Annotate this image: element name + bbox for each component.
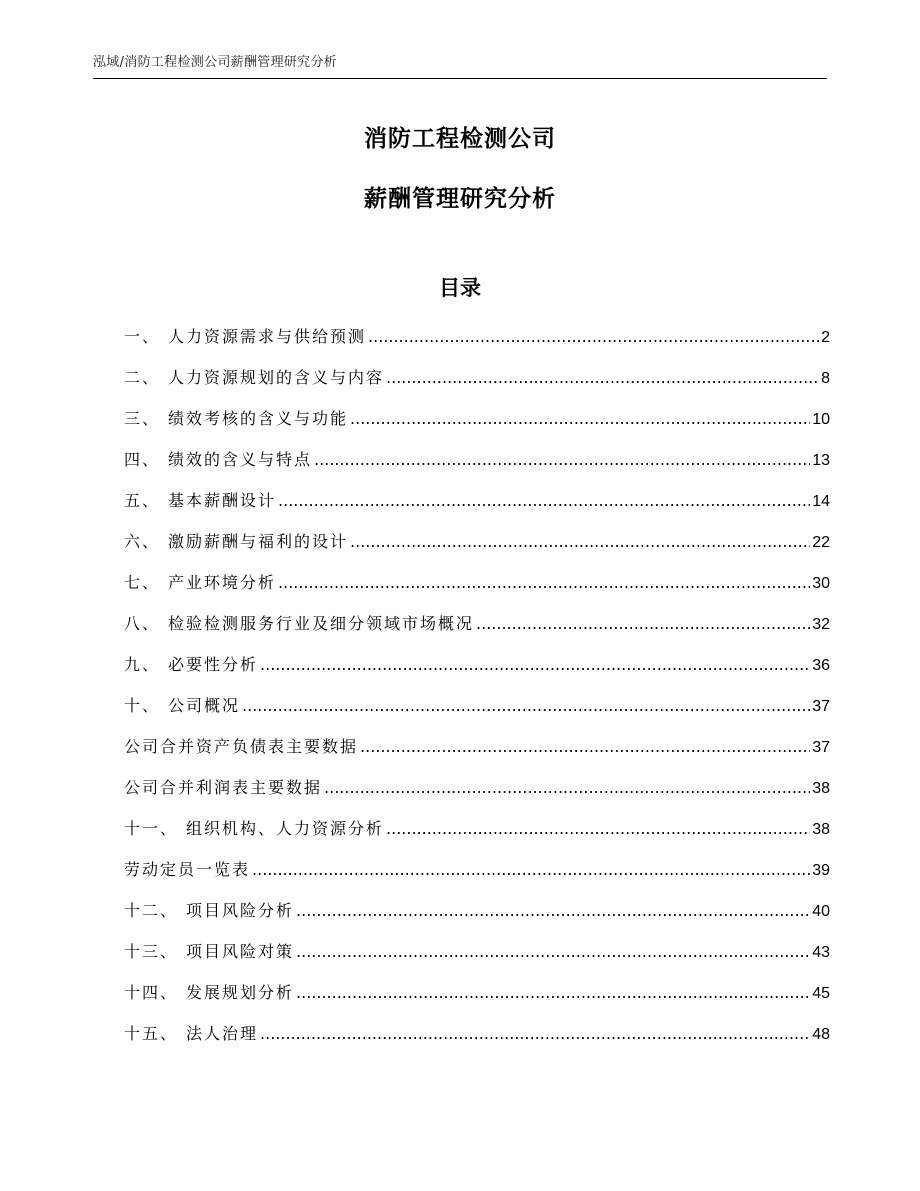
toc-entry[interactable]	[124, 488, 830, 529]
toc-entry-page: 14	[812, 493, 830, 510]
toc-entry-title: 绩效考核的含义与功能	[168, 409, 349, 428]
toc-entry-number: 六、	[124, 532, 161, 551]
toc-leader-dots	[296, 980, 810, 1006]
toc-entry[interactable]	[124, 652, 830, 693]
toc-entry-title: 劳动定员一览表	[124, 860, 251, 879]
toc-entry-number: 三、	[124, 409, 161, 428]
toc-entry-number: 十一、	[124, 819, 179, 838]
document-title-line-2: 薪酬管理研究分析	[364, 186, 556, 212]
toc-entry-title: 法人治理	[186, 1024, 259, 1043]
toc-leader-dots	[260, 1021, 810, 1047]
toc-entry-page: 2	[821, 329, 830, 346]
toc-entry-number: 五、	[124, 491, 161, 510]
toc-entry-page: 38	[812, 821, 830, 838]
toc-entry-page: 40	[812, 903, 830, 920]
toc-entry-number: 十、	[124, 696, 161, 715]
toc-entry-title: 检验检测服务行业及细分领域市场概况	[168, 614, 475, 633]
toc-heading: 目录	[439, 276, 481, 300]
toc-entry-page: 37	[812, 698, 830, 715]
toc-entry[interactable]	[124, 406, 830, 447]
toc-entry[interactable]	[124, 816, 830, 857]
toc-entry-number: 四、	[124, 450, 161, 469]
table-of-contents	[124, 324, 830, 1062]
document-title-line-1: 消防工程检测公司	[364, 126, 556, 152]
toc-entry-number: 十三、	[124, 942, 179, 961]
toc-leader-dots	[350, 529, 810, 555]
toc-entry-page: 48	[812, 1026, 830, 1043]
toc-entry-number: 二、	[124, 368, 161, 387]
toc-entry[interactable]	[124, 447, 830, 488]
toc-leader-dots	[360, 734, 810, 760]
toc-entry[interactable]	[124, 324, 830, 365]
toc-leader-dots	[242, 693, 810, 719]
toc-entry[interactable]	[124, 611, 830, 652]
toc-entry[interactable]	[124, 980, 830, 1021]
toc-entry-page: 45	[812, 985, 830, 1002]
toc-leader-dots	[324, 775, 810, 801]
toc-entry-title: 人力资源规划的含义与内容	[168, 368, 385, 387]
toc-entry-page: 30	[812, 575, 830, 592]
toc-leader-dots	[476, 611, 810, 637]
toc-leader-dots	[252, 857, 810, 883]
toc-leader-dots	[386, 816, 810, 842]
toc-entry[interactable]	[124, 898, 830, 939]
toc-entry-title: 公司合并资产负债表主要数据	[124, 737, 359, 756]
running-header-text: 泓域/消防工程检测公司薪酬管理研究分析	[93, 55, 338, 70]
toc-entry-page: 38	[812, 780, 830, 797]
toc-entry-title: 发展规划分析	[186, 983, 295, 1002]
toc-entry-page: 22	[812, 534, 830, 551]
toc-entry-title: 必要性分析	[168, 655, 259, 674]
toc-entry-title: 项目风险对策	[186, 942, 295, 961]
toc-entry-number: 十五、	[124, 1024, 179, 1043]
toc-entry-page: 39	[812, 862, 830, 879]
toc-entry[interactable]	[124, 570, 830, 611]
toc-entry-number: 十二、	[124, 901, 179, 920]
toc-entry-page: 10	[812, 411, 830, 428]
toc-entry-number: 七、	[124, 573, 161, 592]
toc-entry-page: 37	[812, 739, 830, 756]
toc-entry-title: 公司合并利润表主要数据	[124, 778, 323, 797]
toc-entry-number: 十四、	[124, 983, 179, 1002]
toc-entry-number: 一、	[124, 327, 161, 346]
toc-leader-dots	[296, 939, 810, 965]
toc-leader-dots	[278, 570, 810, 596]
toc-entry-title: 项目风险分析	[186, 901, 295, 920]
toc-leader-dots	[368, 324, 819, 350]
toc-entry[interactable]	[124, 775, 830, 816]
toc-entry-number: 八、	[124, 614, 161, 633]
toc-leader-dots	[296, 898, 810, 924]
toc-entry-title: 基本薪酬设计	[168, 491, 277, 510]
toc-entry-page: 36	[812, 657, 830, 674]
toc-leader-dots	[260, 652, 810, 678]
toc-entry[interactable]	[124, 1021, 830, 1062]
toc-entry[interactable]	[124, 693, 830, 734]
toc-entry-page: 13	[812, 452, 830, 469]
toc-entry-title: 人力资源需求与供给预测	[168, 327, 367, 346]
toc-entry[interactable]	[124, 734, 830, 775]
toc-entry-title: 激励薪酬与福利的设计	[168, 532, 349, 551]
toc-entry-number: 九、	[124, 655, 161, 674]
toc-leader-dots	[314, 447, 810, 473]
toc-entry[interactable]	[124, 939, 830, 980]
toc-entry-title: 绩效的含义与特点	[168, 450, 313, 469]
toc-entry-page: 8	[821, 370, 830, 387]
toc-entry-title: 组织机构、人力资源分析	[186, 819, 385, 838]
toc-entry[interactable]	[124, 857, 830, 898]
toc-entry[interactable]	[124, 529, 830, 570]
toc-entry-page: 32	[812, 616, 830, 633]
toc-entry-title: 产业环境分析	[168, 573, 277, 592]
toc-leader-dots	[350, 406, 810, 432]
toc-leader-dots	[386, 365, 819, 391]
toc-entry-page: 43	[812, 944, 830, 961]
toc-entry[interactable]	[124, 365, 830, 406]
toc-entry-title: 公司概况	[168, 696, 241, 715]
running-header	[93, 48, 827, 79]
toc-leader-dots	[278, 488, 810, 514]
